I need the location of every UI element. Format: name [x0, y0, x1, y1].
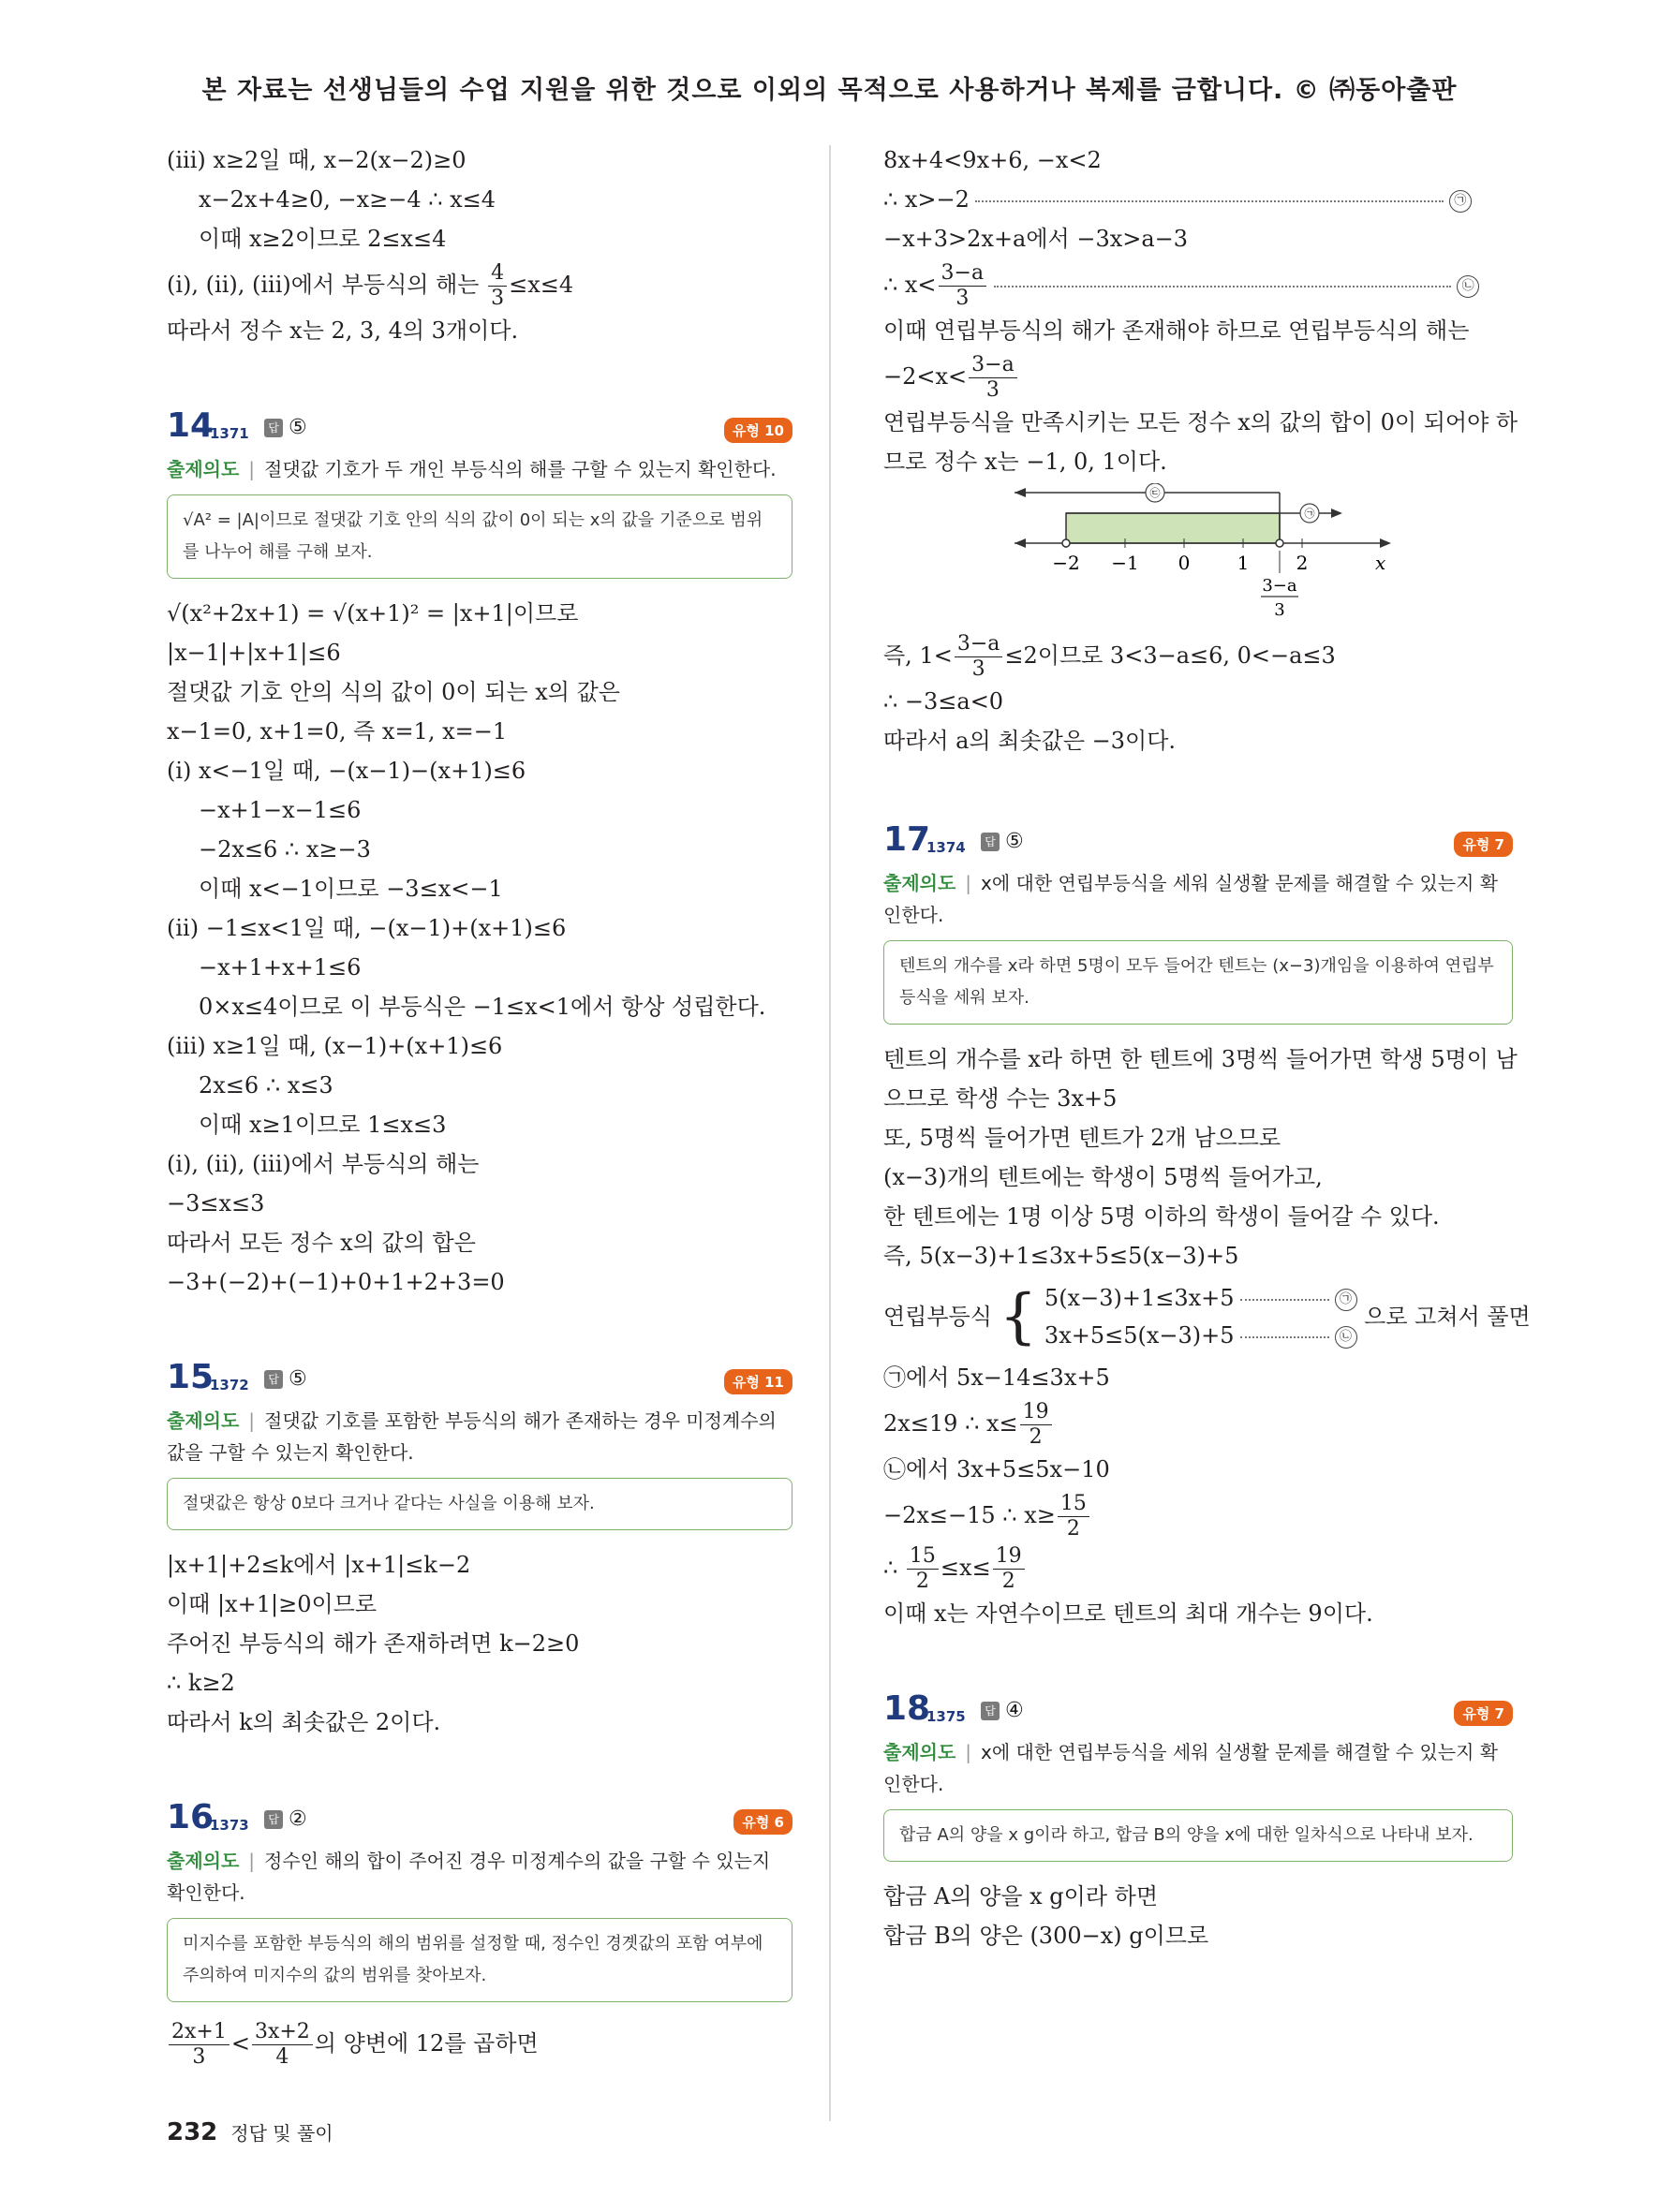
text-line: 연립부등식을 만족시키는 모든 정수 x의 값의 합이 0이 되어야 하 [883, 409, 1518, 435]
hint-box: 미지수를 포함한 부등식의 해의 범위를 설정할 때, 정수인 경곗값의 포함 여부에 주의하여 미지수의 값의 범위를 찾아보자. [167, 1918, 792, 2002]
text-line: ∴ $\frac{15}{2}$ ≤x≤ $\frac{19}{2}$ [883, 1541, 1513, 1594]
tick-label: −2 [1052, 552, 1080, 574]
intent: 출제의도 | 절댓값 기호를 포함한 부등식의 해가 존재하는 경우 미정계수의 값을 구할 수 있는지 확인한다. [167, 1409, 777, 1464]
text-line: −x+1+x+1≤6 [199, 954, 362, 981]
type-badge: 유형 11 [724, 1369, 792, 1394]
label-marker: ㉢ [1149, 487, 1161, 499]
text-line: −2<x< $\frac{3-a}{3}$ [883, 350, 1513, 403]
text-line: ∴ −3≤a<0 [883, 688, 1004, 715]
text-line: x−1=0, x+1=0, 즉 x=1, x=−1 [167, 718, 508, 745]
text-line: 따라서 k의 최솟값은 2이다. [167, 1709, 441, 1735]
fraction: $\frac{19}{2}$ [993, 1544, 1025, 1594]
question-code: 1372 [210, 1377, 249, 1394]
tick-label: 1 [1237, 552, 1250, 574]
text-line: 합금 A의 양을 x g이라 하면 [883, 1883, 1159, 1910]
text-line: 따라서 a의 최솟값은 −3이다. [883, 728, 1177, 754]
text-line: 이때 x는 자연수이므로 텐트의 최대 개수는 9이다. [883, 1600, 1373, 1627]
text-line: 텐트의 개수를 x라 하면 한 텐트에 3명씩 들어가면 학생 5명이 남 [883, 1046, 1518, 1072]
question-number: 18 [883, 1689, 931, 1728]
answer: 답 ⑤ [981, 830, 1024, 853]
axis-var: x [1375, 552, 1386, 574]
hint-box: 텐트의 개수를 x라 하면 5명이 모두 들어간 텐트는 (x−3)개임을 이용하여 연립부등식을 세워 보자. [883, 940, 1513, 1025]
question-header-17 [883, 818, 1513, 867]
text-line: (iii) x≥2일 때, x−2(x−2)≥0 [167, 147, 467, 173]
text-line: (i) x<−1일 때, −(x−1)−(x+1)≤6 [167, 758, 526, 784]
arrow-left-icon [1015, 488, 1026, 497]
type-badge: 유형 7 [1454, 832, 1513, 857]
text-line: 2x≤19 ∴ x≤ $\frac{19}{2}$ [883, 1397, 1513, 1450]
fraction: $\frac{15}{2}$ [1058, 1492, 1089, 1541]
fraction: $\frac{3-a}{3}$ [939, 261, 987, 311]
tick-label: 0 [1178, 552, 1191, 574]
text-line: (x−3)개의 텐트에는 학생이 5명씩 들어가고, [883, 1164, 1323, 1190]
text-line: −x+3>2x+a에서 −3x>a−3 [883, 226, 1189, 252]
text-line: −3≤x≤3 [167, 1190, 265, 1217]
fraction: $\frac{2x+1}{3}$ [169, 2020, 230, 2070]
text-line: ㉡에서 3x+5≤5x−10 [883, 1456, 1110, 1482]
fraction: $\frac{3x+2}{4}$ [252, 2020, 313, 2070]
text-line: 으므로 학생 수는 3x+5 [883, 1085, 1118, 1112]
text-line: $\frac{2x+1}{3}$ < $\frac{3x+2}{4}$ 의 양변에 12를 곱하면 [167, 2017, 792, 2070]
text-line: 이때 x≥2이므로 2≤x≤4 [199, 226, 447, 252]
page-number: 232 [167, 2118, 218, 2146]
brace-icon: { [999, 1282, 1038, 1351]
text-line: −2x≤6 ∴ x≥−3 [199, 836, 371, 863]
question-code: 1371 [210, 425, 249, 442]
arrow-right-icon [1331, 509, 1342, 518]
fraction: $\frac{3-a}{3}$ [955, 632, 1003, 682]
answer-icon: 답 [264, 1810, 283, 1829]
text-line: 므로 정수 x는 −1, 0, 1이다. [883, 449, 1167, 475]
text-line: 0×x≤4이므로 이 부등식은 −1≤x<1에서 항상 성립한다. [199, 994, 766, 1020]
text-line: x−2x+4≥0, −x≥−4 ∴ x≤4 [199, 186, 496, 213]
text-line: ∴ k≥2 [167, 1670, 235, 1696]
text-line: ㉠에서 5x−14≤3x+5 [883, 1364, 1110, 1391]
text-line: 따라서 모든 정수 x의 값의 합은 [167, 1230, 476, 1256]
question-number: 14 [167, 406, 215, 445]
text-line: 즉, 5(x−3)+1≤3x+5≤5(x−3)+5 [883, 1243, 1239, 1269]
question-number: 15 [167, 1358, 215, 1396]
right-column [883, 140, 1531, 1955]
text-line: (i), (ii), (iii)에서 부등식의 해는 [167, 1151, 480, 1177]
answer-icon: 답 [981, 1702, 1000, 1720]
type-badge: 유형 10 [724, 418, 792, 443]
footer-title: 정답 및 풀이 [230, 2122, 333, 2145]
intent: 출제의도 | x에 대한 연립부등식을 세워 실생활 문제를 해결할 수 있는지 확인한다. [883, 1741, 1499, 1795]
page-footer [167, 2118, 333, 2146]
solution-region [1066, 513, 1280, 543]
text-line: 또, 5명씩 들어가면 텐트가 2개 남으므로 [883, 1125, 1281, 1151]
answer: 답 ⑤ [264, 1367, 307, 1391]
question-number: 16 [167, 1798, 215, 1836]
open-point [1276, 539, 1283, 547]
fraction: $\frac{3-a}{3}$ [969, 353, 1017, 403]
intent: 출제의도 | 정수인 해의 합이 주어진 경우 미정계수의 값을 구할 수 있는지 확인한다. [167, 1850, 771, 1904]
tick-label: 2 [1296, 552, 1309, 574]
text-line: 절댓값 기호 안의 식의 값이 0이 되는 x의 값은 [167, 679, 620, 705]
text-line: ∴ x< $\frac{3-a}{3}$ ㉡ [883, 258, 1513, 311]
text-line: (iii) x≥1일 때, (x−1)+(x+1)≤6 [167, 1033, 503, 1059]
type-badge: 유형 7 [1454, 1701, 1513, 1726]
text-line: 이때 연립부등식의 해가 존재해야 하므로 연립부등식의 해는 [883, 317, 1470, 344]
open-point [1062, 539, 1070, 547]
system-inequality: 연립부등식 { 5(x−3)+1≤3x+5 ㉠ 3x+5≤5(x−3)+5 ㉡ 으로 고쳐서 풀면 [883, 1282, 1531, 1351]
text-line: 이때 |x+1|≥0이므로 [167, 1591, 378, 1617]
question-header-15 [167, 1356, 792, 1405]
hint-box: 합금 A의 양을 x g이라 하고, 합금 B의 양을 x에 대한 일차식으로 나타내 보자. [883, 1809, 1513, 1862]
label-marker: ㉡ [1457, 275, 1479, 298]
text-line: −2x≤−15 ∴ x≥ $\frac{15}{2}$ [883, 1489, 1513, 1541]
text-line: |x+1|+2≤k에서 |x+1|≤k−2 [167, 1552, 471, 1578]
intent: 출제의도 | 절댓값 기호가 두 개인 부등식의 해를 구할 수 있는지 확인한다. [167, 458, 777, 480]
answer: 답 ④ [981, 1699, 1024, 1722]
text-line: 합금 B의 양은 (300−x) g이므로 [883, 1923, 1209, 1949]
text-line: 2x≤6 ∴ x≤3 [199, 1072, 333, 1099]
text-line: 8x+4<9x+6, −x<2 [883, 147, 1102, 173]
text-line: −3+(−2)+(−1)+0+1+2+3=0 [167, 1269, 505, 1295]
text-line: (ii) −1≤x<1일 때, −(x−1)+(x+1)≤6 [167, 915, 567, 941]
hint-box: √A² = |A|이므로 절댓값 기호 안의 식의 값이 0이 되는 x의 값을 기준으로 범위를 나누어 해를 구해 보자. [167, 494, 792, 579]
fraction: $\frac{4}{3}$ [488, 261, 507, 311]
answer: 답 ⑤ [264, 416, 307, 439]
question-header-16 [167, 1796, 792, 1845]
text-line: 즉, 1< $\frac{3-a}{3}$ ≤2이므로 3<3−a≤6, 0<−a≤3 [883, 632, 1336, 681]
label-marker: ㉠ [1449, 190, 1472, 213]
answer: 답 ② [264, 1807, 307, 1831]
copyright-notice: 본 자료는 선생님들의 수업 지원을 위한 것으로 이외의 목적으로 사용하거나 복제를 금합니다. © ㈜동아출판 [201, 76, 1458, 105]
tick-label: −1 [1111, 552, 1139, 574]
text-line: 이때 x≥1이므로 1≤x≤3 [199, 1112, 447, 1138]
fraction: $\frac{19}{2}$ [1020, 1400, 1052, 1450]
text-line: 주어진 부등식의 해가 존재하려면 k−2≥0 [167, 1630, 580, 1657]
left-column [167, 140, 792, 2070]
text-line: ∴ x>−2 ㉠ [883, 180, 1513, 219]
question-code: 1374 [926, 839, 966, 856]
column-divider [829, 145, 831, 2121]
fraction-label: 3−a [1262, 576, 1297, 596]
type-badge: 유형 6 [733, 1809, 792, 1835]
label-marker: ㉠ [1304, 508, 1315, 520]
answer-icon: 답 [264, 419, 283, 437]
fraction: $\frac{15}{2}$ [907, 1544, 939, 1594]
text-line: 한 텐트에는 1명 이상 5명 이하의 학생이 들어갈 수 있다. [883, 1203, 1440, 1230]
answer-icon: 답 [264, 1370, 283, 1389]
intent: 출제의도 | x에 대한 연립부등식을 세워 실생활 문제를 해결할 수 있는지 확인한다. [883, 872, 1499, 926]
question-code: 1373 [210, 1817, 249, 1834]
axis-arrow-icon [1380, 538, 1391, 548]
answer-icon: 답 [981, 833, 1000, 851]
text-line: 따라서 정수 x는 2, 3, 4의 3개이다. [167, 317, 519, 344]
text-line: |x−1|+|x+1|≤6 [167, 640, 341, 666]
fraction-label: 3 [1274, 600, 1285, 620]
text-line: −x+1−x−1≤6 [199, 797, 362, 823]
question-code: 1375 [926, 1708, 966, 1725]
number-line-diagram [883, 483, 1513, 624]
text-line: √(x²+2x+1) = √(x+1)² = |x+1|이므로 [167, 600, 579, 627]
question-number: 17 [883, 820, 931, 859]
text-line: 이때 x<−1이므로 −3≤x<−1 [199, 876, 503, 902]
hint-box: 절댓값은 항상 0보다 크거나 같다는 사실을 이용해 보자. [167, 1478, 792, 1530]
question-header-14 [167, 405, 792, 453]
question-header-18 [883, 1688, 1513, 1736]
solution-line: (i), (ii), (iii)에서 부등식의 해는 $\frac{4}{3}$ ≤x≤4 [167, 261, 574, 310]
